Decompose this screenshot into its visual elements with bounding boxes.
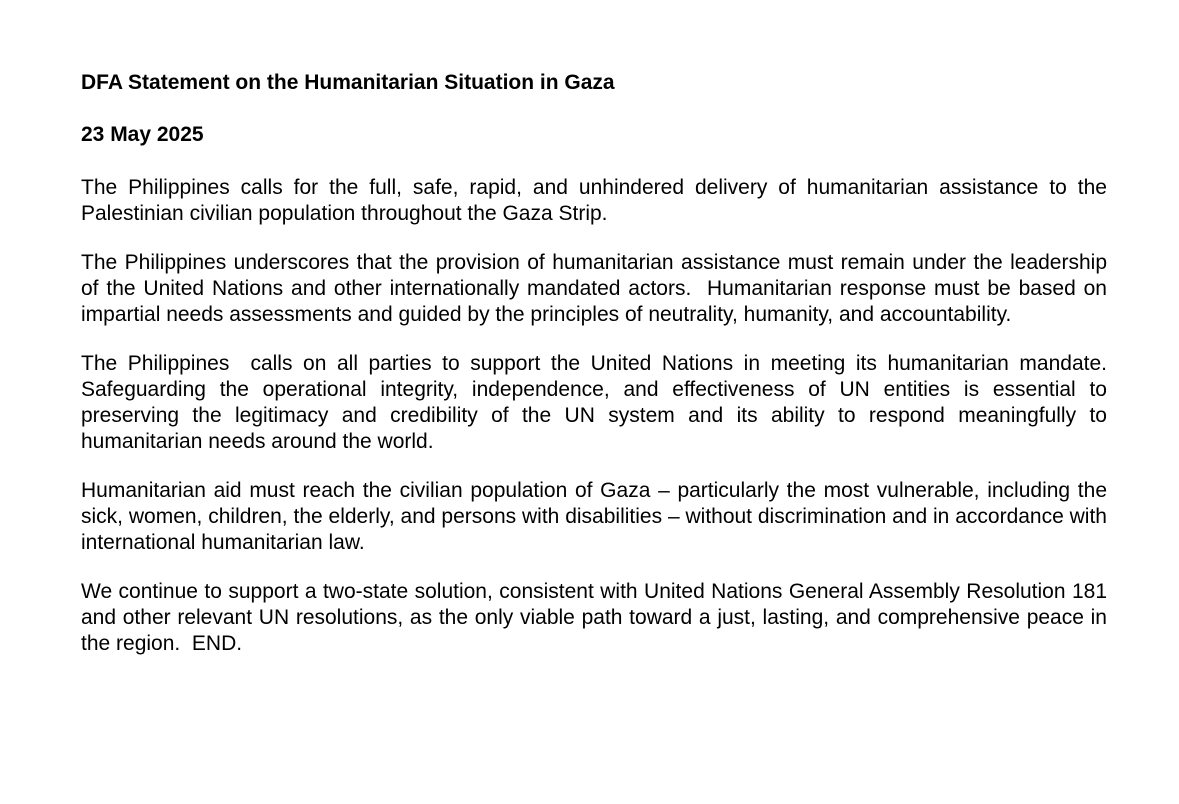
statement-document: [81, 68, 1113, 657]
paragraph-delivery-call: The Philippines calls for the full, safe, rapid, and unhindered delivery of humanitarian assistance to the Palestinian civilian population throughout the Gaza Strip.: [81, 176, 1113, 225]
paragraph-two-state-solution: We continue to support a two-state solution, consistent with United Nations General Assembly Resolution 181 and other relevant UN resolutions, as the only viable path toward a just, lasting, and comprehensive peace in the region. END.: [81, 580, 1113, 655]
paragraph-support-un-mandate: The Philippines calls on all parties to support the United Nations in meeting its humanitarian mandate. Safeguarding the operational integrity, independence, and effectiveness of UN entities is essential to preserving the legitimacy and credibility of the UN system and its ability to respond meaningfully to humanitarian needs around the world.: [81, 352, 1113, 453]
statement-date: 23 May 2025: [81, 123, 204, 146]
paragraph-un-leadership: The Philippines underscores that the provision of humanitarian assistance must remain under the leadership of the United Nations and other internationally mandated actors. Humanitarian response must be based on impartial needs assessments and guided by the principles of neutrality, humanity, and accountability.: [81, 251, 1113, 326]
statement-title: DFA Statement on the Humanitarian Situation in Gaza: [81, 71, 615, 94]
paragraph-reach-civilians: Humanitarian aid must reach the civilian population of Gaza – particularly the most vulnerable, including the sick, women, children, the elderly, and persons with disabilities – without discrimination and in accordance with international humanitarian law.: [81, 479, 1113, 554]
